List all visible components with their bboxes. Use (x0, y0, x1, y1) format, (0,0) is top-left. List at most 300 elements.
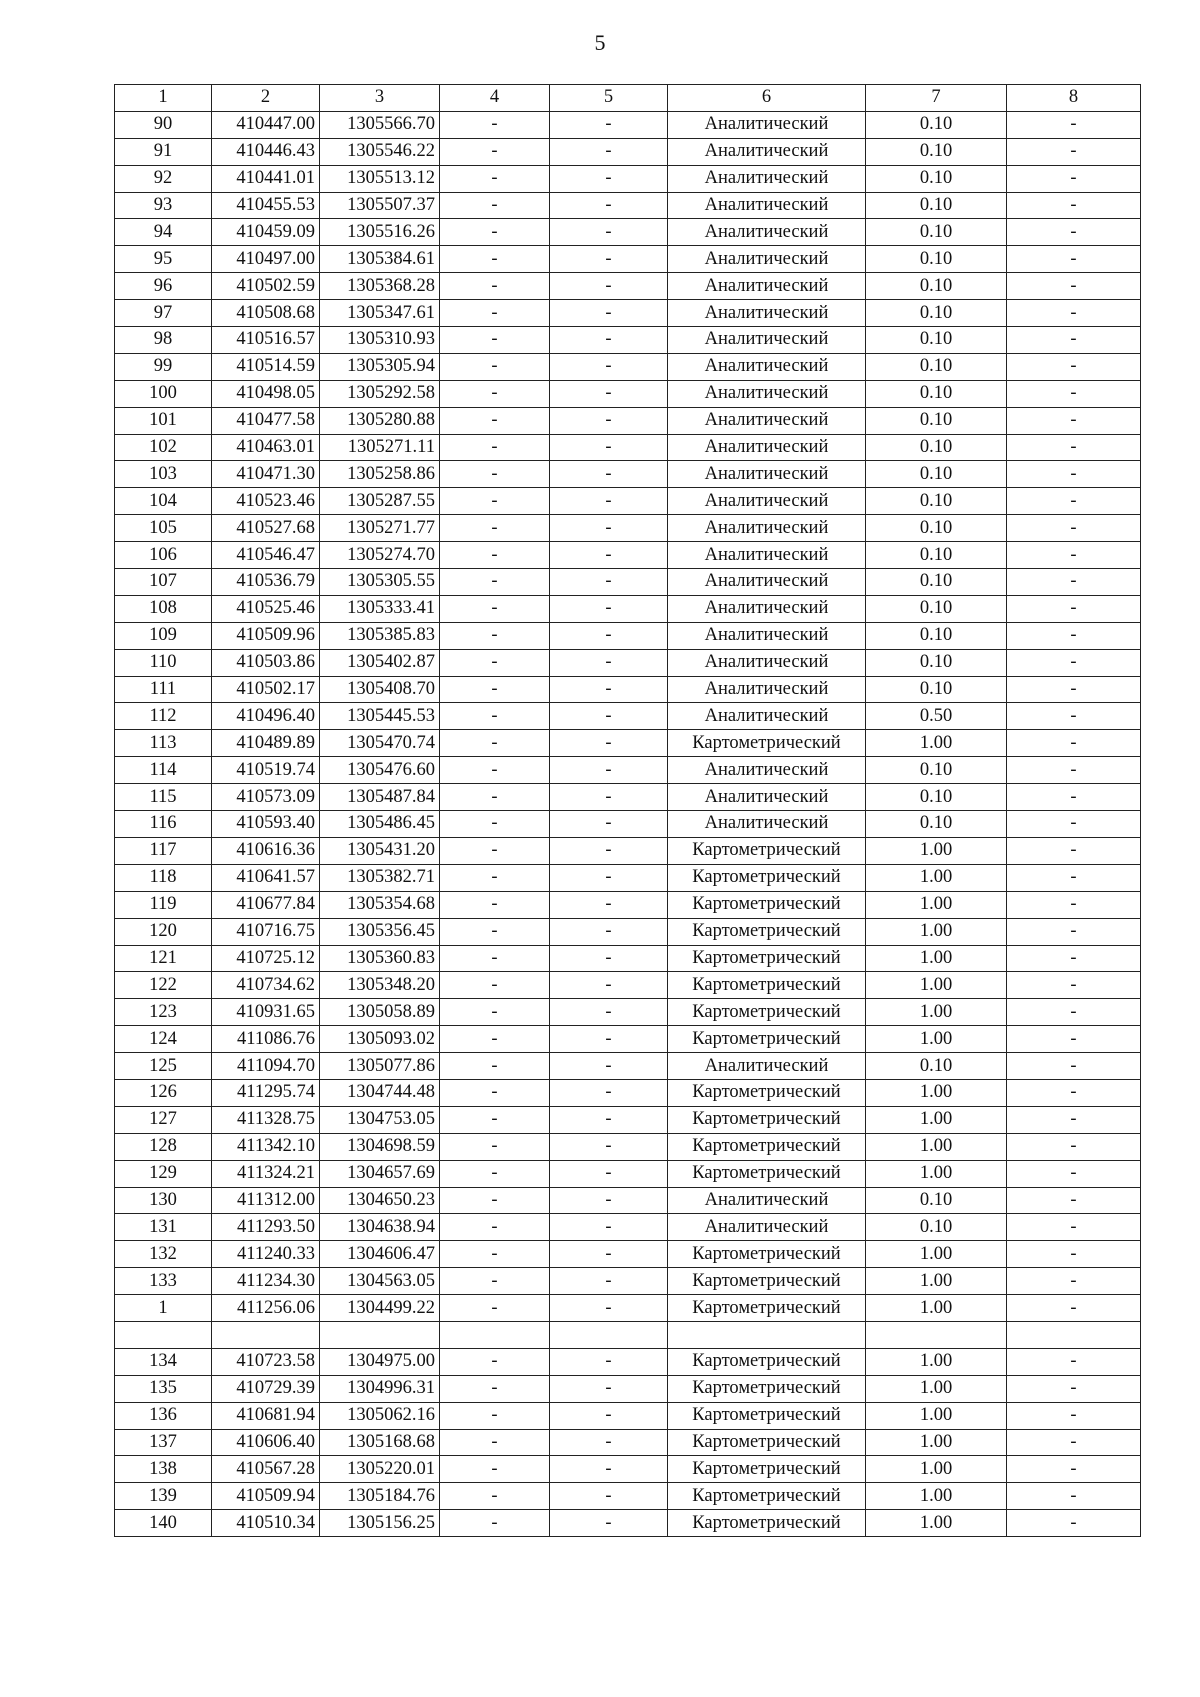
column-5-cell (550, 1321, 668, 1348)
column-5-cell: - (550, 353, 668, 380)
column-4-cell: - (440, 273, 550, 300)
column-4-cell: - (440, 1483, 550, 1510)
point-number-cell: 126 (115, 1079, 212, 1106)
y-coordinate-cell: 1305280.88 (320, 407, 440, 434)
y-coordinate-cell: 1305354.68 (320, 891, 440, 918)
column-4-cell: - (440, 649, 550, 676)
point-number-cell: 109 (115, 622, 212, 649)
x-coordinate-cell: 410477.58 (212, 407, 320, 434)
method-cell: Картометрический (668, 1510, 866, 1537)
table-row (115, 300, 1141, 327)
accuracy-cell: 0.10 (866, 488, 1007, 515)
column-5-cell: - (550, 1375, 668, 1402)
table-row (115, 864, 1141, 891)
column-5-cell: - (550, 1214, 668, 1241)
accuracy-cell: 0.10 (866, 622, 1007, 649)
column-8-cell: - (1007, 138, 1141, 165)
accuracy-cell: 0.10 (866, 811, 1007, 838)
table-row (115, 1079, 1141, 1106)
x-coordinate-cell: 410525.46 (212, 595, 320, 622)
accuracy-cell: 0.10 (866, 111, 1007, 138)
method-cell: Аналитический (668, 461, 866, 488)
accuracy-cell: 0.10 (866, 595, 1007, 622)
table-row (115, 1160, 1141, 1187)
x-coordinate-cell: 410723.58 (212, 1348, 320, 1375)
column-5-cell: - (550, 1241, 668, 1268)
method-cell: Аналитический (668, 273, 866, 300)
accuracy-cell: 0.10 (866, 219, 1007, 246)
y-coordinate-cell: 1304563.05 (320, 1268, 440, 1295)
y-coordinate-cell: 1305305.94 (320, 353, 440, 380)
y-coordinate-cell: 1305487.84 (320, 784, 440, 811)
column-5-cell: - (550, 1483, 668, 1510)
point-number-cell: 120 (115, 918, 212, 945)
column-4-cell: - (440, 1187, 550, 1214)
point-number-cell: 105 (115, 515, 212, 542)
accuracy-cell: 1.00 (866, 1079, 1007, 1106)
method-cell: Аналитический (668, 1187, 866, 1214)
column-5-cell: - (550, 569, 668, 596)
point-number-cell: 92 (115, 165, 212, 192)
point-number-cell: 106 (115, 542, 212, 569)
column-4-cell: - (440, 1241, 550, 1268)
column-4-cell: - (440, 1295, 550, 1322)
table-row (115, 380, 1141, 407)
column-4-cell: - (440, 569, 550, 596)
accuracy-cell: 0.10 (866, 676, 1007, 703)
column-5-cell: - (550, 1429, 668, 1456)
method-cell: Аналитический (668, 434, 866, 461)
table-row (115, 488, 1141, 515)
method-cell: Картометрический (668, 1483, 866, 1510)
y-coordinate-cell: 1305093.02 (320, 1026, 440, 1053)
x-coordinate-cell: 410455.53 (212, 192, 320, 219)
table-row (115, 1133, 1141, 1160)
column-4-cell: - (440, 488, 550, 515)
x-coordinate-cell: 410496.40 (212, 703, 320, 730)
x-coordinate-cell: 410471.30 (212, 461, 320, 488)
accuracy-cell: 1.00 (866, 972, 1007, 999)
column-5-cell: - (550, 1160, 668, 1187)
column-5-cell: - (550, 784, 668, 811)
column-8-cell: - (1007, 407, 1141, 434)
point-number-cell: 136 (115, 1402, 212, 1429)
method-cell: Аналитический (668, 595, 866, 622)
accuracy-cell: 1.00 (866, 891, 1007, 918)
column-5-cell: - (550, 703, 668, 730)
accuracy-cell: 1.00 (866, 1429, 1007, 1456)
method-cell: Аналитический (668, 649, 866, 676)
column-8-cell: - (1007, 461, 1141, 488)
x-coordinate-cell: 410519.74 (212, 757, 320, 784)
method-cell: Картометрический (668, 864, 866, 891)
column-5-cell: - (550, 1133, 668, 1160)
column-8-cell: - (1007, 246, 1141, 273)
column-5-cell: - (550, 515, 668, 542)
accuracy-cell: 1.00 (866, 730, 1007, 757)
column-5-cell: - (550, 1079, 668, 1106)
x-coordinate-cell: 411295.74 (212, 1079, 320, 1106)
method-cell: Картометрический (668, 1456, 866, 1483)
column-4-cell: - (440, 595, 550, 622)
point-number-cell: 104 (115, 488, 212, 515)
column-5-cell: - (550, 864, 668, 891)
y-coordinate-cell: 1304753.05 (320, 1106, 440, 1133)
column-5-cell: - (550, 972, 668, 999)
x-coordinate-cell: 410509.96 (212, 622, 320, 649)
column-8-cell: - (1007, 1053, 1141, 1080)
x-coordinate-cell: 410447.00 (212, 111, 320, 138)
column-5-cell: - (550, 300, 668, 327)
column-4-cell: - (440, 757, 550, 784)
column-8-cell: - (1007, 891, 1141, 918)
table-row (115, 1321, 1141, 1348)
y-coordinate-cell: 1305310.93 (320, 327, 440, 354)
x-coordinate-cell: 410441.01 (212, 165, 320, 192)
column-8-cell: - (1007, 703, 1141, 730)
y-coordinate-cell: 1305445.53 (320, 703, 440, 730)
column-8-cell: - (1007, 837, 1141, 864)
column-8-cell: - (1007, 730, 1141, 757)
y-coordinate-cell: 1305384.61 (320, 246, 440, 273)
method-cell: Картометрический (668, 1241, 866, 1268)
accuracy-cell: 1.00 (866, 1483, 1007, 1510)
y-coordinate-cell: 1305058.89 (320, 999, 440, 1026)
column-5-cell: - (550, 945, 668, 972)
column-5-cell: - (550, 595, 668, 622)
method-cell: Аналитический (668, 353, 866, 380)
accuracy-cell: 1.00 (866, 1133, 1007, 1160)
x-coordinate-cell: 410508.68 (212, 300, 320, 327)
point-number-cell: 101 (115, 407, 212, 434)
method-cell: Аналитический (668, 300, 866, 327)
column-8-cell: - (1007, 1295, 1141, 1322)
table-row (115, 945, 1141, 972)
column-8-cell: - (1007, 1483, 1141, 1510)
point-number-cell: 1 (115, 1295, 212, 1322)
column-8-cell: - (1007, 1268, 1141, 1295)
y-coordinate-cell: 1304744.48 (320, 1079, 440, 1106)
column-8-cell: - (1007, 999, 1141, 1026)
column-8-cell: - (1007, 1079, 1141, 1106)
x-coordinate-cell: 410503.86 (212, 649, 320, 676)
method-cell: Картометрический (668, 1429, 866, 1456)
method-cell: Аналитический (668, 111, 866, 138)
column-4-cell: - (440, 353, 550, 380)
column-5-cell: - (550, 246, 668, 273)
accuracy-cell: 0.10 (866, 138, 1007, 165)
table-row (115, 407, 1141, 434)
column-8-cell: - (1007, 192, 1141, 219)
y-coordinate-cell: 1304650.23 (320, 1187, 440, 1214)
column-8-cell: - (1007, 542, 1141, 569)
column-8-cell: - (1007, 515, 1141, 542)
point-number-cell: 130 (115, 1187, 212, 1214)
column-8-cell: - (1007, 353, 1141, 380)
table-row (115, 111, 1141, 138)
y-coordinate-cell: 1305385.83 (320, 622, 440, 649)
x-coordinate-cell: 410463.01 (212, 434, 320, 461)
x-coordinate-cell: 410593.40 (212, 811, 320, 838)
column-5-cell: - (550, 999, 668, 1026)
column-4-cell: - (440, 1348, 550, 1375)
point-number-cell: 129 (115, 1160, 212, 1187)
x-coordinate-cell: 410502.59 (212, 273, 320, 300)
table-row (115, 1375, 1141, 1402)
y-coordinate-cell: 1305368.28 (320, 273, 440, 300)
y-coordinate-cell: 1305184.76 (320, 1483, 440, 1510)
y-coordinate-cell: 1305220.01 (320, 1456, 440, 1483)
page-number: 5 (594, 30, 606, 55)
point-number-cell: 121 (115, 945, 212, 972)
column-5-cell: - (550, 918, 668, 945)
y-coordinate-cell: 1305156.25 (320, 1510, 440, 1537)
method-cell: Картометрический (668, 1348, 866, 1375)
column-5-cell: - (550, 380, 668, 407)
point-number-cell: 134 (115, 1348, 212, 1375)
column-4-cell: - (440, 972, 550, 999)
x-coordinate-cell: 410931.65 (212, 999, 320, 1026)
accuracy-cell: 0.10 (866, 515, 1007, 542)
point-number-cell: 90 (115, 111, 212, 138)
column-5-cell: - (550, 1026, 668, 1053)
accuracy-cell: 0.10 (866, 192, 1007, 219)
x-coordinate-cell: 410729.39 (212, 1375, 320, 1402)
x-coordinate-cell: 410459.09 (212, 219, 320, 246)
point-number-cell: 95 (115, 246, 212, 273)
accuracy-cell: 1.00 (866, 1106, 1007, 1133)
column-4-cell: - (440, 515, 550, 542)
column-8-cell: - (1007, 1106, 1141, 1133)
column-8-cell: - (1007, 380, 1141, 407)
method-cell: Картометрический (668, 1079, 866, 1106)
method-cell: Аналитический (668, 757, 866, 784)
column-8-cell: - (1007, 622, 1141, 649)
column-header: 7 (866, 85, 1007, 112)
point-number-cell: 125 (115, 1053, 212, 1080)
table-row (115, 676, 1141, 703)
column-8-cell: - (1007, 111, 1141, 138)
point-number-cell: 137 (115, 1429, 212, 1456)
table-row (115, 246, 1141, 273)
column-4-cell: - (440, 1133, 550, 1160)
column-4-cell: - (440, 999, 550, 1026)
accuracy-cell: 0.10 (866, 353, 1007, 380)
column-4-cell: - (440, 111, 550, 138)
x-coordinate-cell: 410641.57 (212, 864, 320, 891)
accuracy-cell: 1.00 (866, 1026, 1007, 1053)
y-coordinate-cell: 1305348.20 (320, 972, 440, 999)
column-4-cell: - (440, 1268, 550, 1295)
method-cell: Картометрический (668, 972, 866, 999)
column-5-cell: - (550, 407, 668, 434)
accuracy-cell: 0.10 (866, 1187, 1007, 1214)
column-4-cell: - (440, 1456, 550, 1483)
method-cell: Картометрический (668, 1106, 866, 1133)
x-coordinate-cell: 410536.79 (212, 569, 320, 596)
table-row (115, 1053, 1141, 1080)
accuracy-cell: 1.00 (866, 1510, 1007, 1537)
column-8-cell: - (1007, 811, 1141, 838)
accuracy-cell: 0.50 (866, 703, 1007, 730)
column-8-cell: - (1007, 434, 1141, 461)
y-coordinate-cell: 1305347.61 (320, 300, 440, 327)
column-5-cell: - (550, 622, 668, 649)
table-row (115, 1295, 1141, 1322)
method-cell: Картометрический (668, 891, 866, 918)
column-5-cell: - (550, 461, 668, 488)
y-coordinate-cell: 1305516.26 (320, 219, 440, 246)
x-coordinate-cell: 410681.94 (212, 1402, 320, 1429)
x-coordinate-cell: 410725.12 (212, 945, 320, 972)
point-number-cell: 112 (115, 703, 212, 730)
accuracy-cell: 1.00 (866, 1160, 1007, 1187)
y-coordinate-cell: 1305333.41 (320, 595, 440, 622)
y-coordinate-cell: 1305431.20 (320, 837, 440, 864)
y-coordinate-cell: 1305546.22 (320, 138, 440, 165)
point-number-cell: 116 (115, 811, 212, 838)
point-number-cell: 140 (115, 1510, 212, 1537)
accuracy-cell: 0.10 (866, 1214, 1007, 1241)
point-number-cell: 122 (115, 972, 212, 999)
table-row (115, 1402, 1141, 1429)
point-number-cell: 124 (115, 1026, 212, 1053)
accuracy-cell: 1.00 (866, 1375, 1007, 1402)
x-coordinate-cell: 410573.09 (212, 784, 320, 811)
method-cell: Аналитический (668, 488, 866, 515)
column-4-cell (440, 1321, 550, 1348)
x-coordinate-cell: 411328.75 (212, 1106, 320, 1133)
point-number-cell: 128 (115, 1133, 212, 1160)
column-4-cell: - (440, 622, 550, 649)
column-5-cell: - (550, 327, 668, 354)
column-header: 2 (212, 85, 320, 112)
column-4-cell: - (440, 730, 550, 757)
table-row (115, 595, 1141, 622)
column-8-cell: - (1007, 219, 1141, 246)
accuracy-cell: 0.10 (866, 273, 1007, 300)
column-4-cell: - (440, 138, 550, 165)
y-coordinate-cell: 1305470.74 (320, 730, 440, 757)
table-row (115, 1483, 1141, 1510)
column-4-cell: - (440, 1079, 550, 1106)
method-cell: Картометрический (668, 1402, 866, 1429)
column-5-cell: - (550, 837, 668, 864)
y-coordinate-cell: 1305305.55 (320, 569, 440, 596)
accuracy-cell: 1.00 (866, 1241, 1007, 1268)
column-4-cell: - (440, 1026, 550, 1053)
column-5-cell: - (550, 649, 668, 676)
table-row (115, 515, 1141, 542)
method-cell: Аналитический (668, 1214, 866, 1241)
y-coordinate-cell: 1304698.59 (320, 1133, 440, 1160)
accuracy-cell: 0.10 (866, 569, 1007, 596)
column-8-cell: - (1007, 918, 1141, 945)
table-header-row (115, 85, 1141, 112)
y-coordinate-cell: 1305077.86 (320, 1053, 440, 1080)
column-8-cell: - (1007, 569, 1141, 596)
method-cell: Картометрический (668, 918, 866, 945)
y-coordinate-cell: 1305507.37 (320, 192, 440, 219)
column-5-cell: - (550, 1106, 668, 1133)
table-row (115, 622, 1141, 649)
table-row (115, 1187, 1141, 1214)
accuracy-cell: 0.10 (866, 434, 1007, 461)
column-5-cell: - (550, 1187, 668, 1214)
accuracy-cell: 1.00 (866, 837, 1007, 864)
y-coordinate-cell: 1305356.45 (320, 918, 440, 945)
accuracy-cell: 1.00 (866, 999, 1007, 1026)
method-cell: Аналитический (668, 327, 866, 354)
point-number-cell: 93 (115, 192, 212, 219)
accuracy-cell: 0.10 (866, 407, 1007, 434)
method-cell: Аналитический (668, 246, 866, 273)
point-number-cell: 139 (115, 1483, 212, 1510)
point-number-cell: 102 (115, 434, 212, 461)
column-5-cell: - (550, 542, 668, 569)
column-4-cell: - (440, 461, 550, 488)
table-row (115, 730, 1141, 757)
table-row (115, 219, 1141, 246)
accuracy-cell: 1.00 (866, 1348, 1007, 1375)
y-coordinate-cell: 1305408.70 (320, 676, 440, 703)
column-8-cell: - (1007, 1429, 1141, 1456)
method-cell: Аналитический (668, 515, 866, 542)
column-8-cell: - (1007, 864, 1141, 891)
accuracy-cell: 1.00 (866, 864, 1007, 891)
table-body (115, 111, 1141, 1536)
accuracy-cell: 0.10 (866, 380, 1007, 407)
method-cell: Аналитический (668, 165, 866, 192)
method-cell: Аналитический (668, 407, 866, 434)
y-coordinate-cell: 1304996.31 (320, 1375, 440, 1402)
column-5-cell: - (550, 1402, 668, 1429)
method-cell: Картометрический (668, 999, 866, 1026)
x-coordinate-cell: 410567.28 (212, 1456, 320, 1483)
point-number-cell: 123 (115, 999, 212, 1026)
column-4-cell: - (440, 434, 550, 461)
y-coordinate-cell: 1305168.68 (320, 1429, 440, 1456)
table-row (115, 1241, 1141, 1268)
y-coordinate-cell: 1304975.00 (320, 1348, 440, 1375)
column-8-cell: - (1007, 1026, 1141, 1053)
y-coordinate-cell: 1305271.77 (320, 515, 440, 542)
column-header: 6 (668, 85, 866, 112)
y-coordinate-cell: 1305287.55 (320, 488, 440, 515)
point-number-cell: 131 (115, 1214, 212, 1241)
x-coordinate-cell: 410498.05 (212, 380, 320, 407)
column-4-cell: - (440, 327, 550, 354)
table-row (115, 972, 1141, 999)
column-header: 5 (550, 85, 668, 112)
coordinates-table (114, 84, 1141, 1537)
column-8-cell: - (1007, 488, 1141, 515)
x-coordinate-cell: 410514.59 (212, 353, 320, 380)
table-row (115, 165, 1141, 192)
y-coordinate-cell: 1305062.16 (320, 1402, 440, 1429)
accuracy-cell: 0.10 (866, 757, 1007, 784)
y-coordinate-cell: 1305360.83 (320, 945, 440, 972)
column-5-cell: - (550, 1053, 668, 1080)
column-8-cell: - (1007, 676, 1141, 703)
column-8-cell: - (1007, 972, 1141, 999)
column-8-cell: - (1007, 300, 1141, 327)
accuracy-cell: 0.10 (866, 300, 1007, 327)
column-4-cell: - (440, 192, 550, 219)
x-coordinate-cell: 411256.06 (212, 1295, 320, 1322)
y-coordinate-cell: 1304638.94 (320, 1214, 440, 1241)
column-8-cell: - (1007, 1160, 1141, 1187)
